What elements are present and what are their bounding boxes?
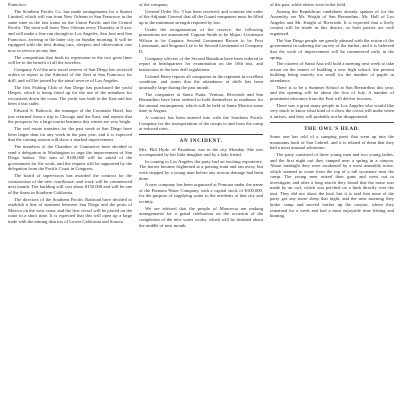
paragraph: General Order No. 5 has been received, and contains the order of the Adjutant General that all the Guard companies must be filled up to the minimum strength required by law.	[139, 8, 263, 25]
section-heading: THE OWL'S HEAD.	[304, 125, 360, 132]
paragraph: Colonel Berry reports all companies in the regiment in excellent condition, and states that the attendance at drills has been unusually large during the past month.	[139, 73, 263, 90]
paragraph: The San Diego people are greatly pleased with the action of the government in ordering the survey of the harbor, and it is believed that the work of improvement will be commenced early in the spring.	[270, 37, 394, 60]
paragraph: There is to be a Summer School at San Bernardino this year, and the opening will be about the first of July. A number of prominent educators from the East will deliver lectures.	[270, 84, 394, 101]
paragraph: The competition that finds its expression in the two great lines will be to the benefit of all the travelers.	[8, 54, 132, 66]
column-3	[270, 2, 394, 400]
paragraph: The citizens of Santa Ana will hold a meeting next week to take action on the matter of building a new high school, the present building being entirely too small for the number of pupils in attendance.	[270, 61, 394, 83]
paragraph: of the past, while others were in the field.	[270, 2, 347, 7]
paragraph: The companies at Santa Paula, Ventura, Riverside and San Bernardino have been ordered to hold themselves in readiness for the annual encampment, which will be held at Santa Monica some time in August.	[139, 91, 263, 114]
column-2	[139, 2, 263, 400]
paragraph: Francisco.	[8, 2, 28, 7]
paragraph: We are advised that the people of Monrovia are making arrangements for a grand celebration on the occasion of the completion of the new water works, which will be finished about the middle of next month.	[139, 205, 263, 228]
paragraph: Under the reorganization of the reserve, the following promotions are announced: Captain Smith to be Major; Lieutenant Wilson to be Captain; Second Lieutenant Brown to be First Lieutenant, and Sergeant Lee to be Second Lieutenant of Company D.	[139, 26, 263, 54]
section-heading: AN INCIDENT.	[179, 138, 223, 145]
paragraph: The board of supervisors has awarded the contract for the construction of the new courthouse, and work will be commenced next month. The building will cost about $150,000 and will be one of the finest in Southern California.	[8, 173, 132, 195]
paragraph: The members of the Chamber of Commerce have decided to send a delegation to Washington to urge the improvement of San Diego harbor. The sum of $100,000 will be asked of the government for the work, and the request will be supported by the delegation from the Pacific Coast in Congress.	[8, 144, 132, 172]
paragraph: The real estate transfers for the past week at San Diego have been larger than for any week in the past year, and it is expected that the coming season will show a marked improvement.	[8, 126, 132, 143]
paragraph: The Southern Pacific Co. has made arrangements for a Sunset Limited, which will run from New Orleans to San Francisco in the same time as the fast trains on the Union Pacific and the Central Pacific. The train will leave New Orleans every Thursday at 8 a.m. and will make a fine run through to Los Angeles, San Jose and San Francisco, arriving in the latter city on Sunday morning. It will be equipped with the best dining cars, sleepers and observation cars now in service on any line.	[8, 8, 132, 53]
paragraph: A new company has been organized at Pomona under the name of the Pomona Water Company, with a capital stock of $100,000, for the purpose of supplying water to the residents of that city and vicinity.	[139, 182, 263, 205]
paragraph: Edward S. Babcock, the manager of the Coronado Hotel, has just returned from a trip to Chicago and the East, and reports that the prospects for a large tourist business this winter are very bright.	[8, 108, 132, 125]
paragraph: The first Fishing Club of San Diego has purchased the yacht Hesper, which is being fitted up for the use of the members for excursions down the coast. The yacht was built in the East and has been a fast sailer.	[8, 84, 132, 107]
paragraph: Mrs. Phil Hyde, of Pasadena, was in the city Monday. She was accompanied by her little daughter and by a lady friend.	[139, 146, 263, 158]
column-rule	[270, 122, 394, 123]
paragraph: Company A of the new naval reserve of San Diego has received orders to report to the Admiral of the fleet at San Francisco for drill, and will be joined by the naval reserve of Los Angeles.	[8, 66, 132, 83]
column-1	[8, 2, 132, 400]
paragraph: Company officers of the Second Battalion have been ordered to report at headquarters for examination on the 10th inst. and instruction in the new drill regulations.	[139, 55, 263, 72]
paragraph: The directors of the Southern Pacific Railroad have decided to establish a line of steamers between San Diego and the ports of Mexico on the west coast, and the first vessel will be placed on the route in a short time. It is expected that this will open up a large trade with the mining districts of Lower California and Sonora.	[8, 196, 132, 224]
column-rule	[139, 134, 263, 135]
paragraph: A contract has been entered into with the Southern Pacific Company for the transportation of the troops to and from the camp at reduced rates.	[139, 115, 263, 132]
paragraph: There was a great many people in Los Angeles who would like very much to know what kind of a show the circus will make when it arrives, and they will probably not be disappointed.	[270, 102, 394, 119]
paragraph: Some one has told of a camping party that went up into the mountains back of San Gabriel, and it is related of them that they had a most unusual adventure.	[270, 134, 394, 151]
paragraph: In coming to Los Angeles the party had an exciting experience. The horses became frightened at a passing train and ran away, but were stopped by a young man before any serious damage had been done.	[139, 158, 263, 181]
paragraph: of the company.	[139, 2, 169, 7]
paragraph: Among the Republican candidates already spoken of for the Assembly are Mr. Wright of San Bernardino, Mr. Hall of Los Angeles and Mr. Knight of Riverside. It is expected that a lively contest will be made in this district, as both parties are well organized.	[270, 8, 394, 37]
paragraph: The party consisted of three young men and two young ladies, and the first night out they camped near a spring in a canyon. About midnight they were awakened by a most unearthly noise, which seemed to come from the top of a tall sycamore near the camp. The young men seized their guns and went out to investigate, and after a long search they found that the noise was made by an owl, which was perched on a limb directly over the tent. They did not shoot the bird, but it is said that none of the party got any more sleep that night, and the next morning they broke camp and moved farther up the canyon, where they remained for a week and had a most enjoyable time fishing and hunting.	[270, 152, 394, 219]
